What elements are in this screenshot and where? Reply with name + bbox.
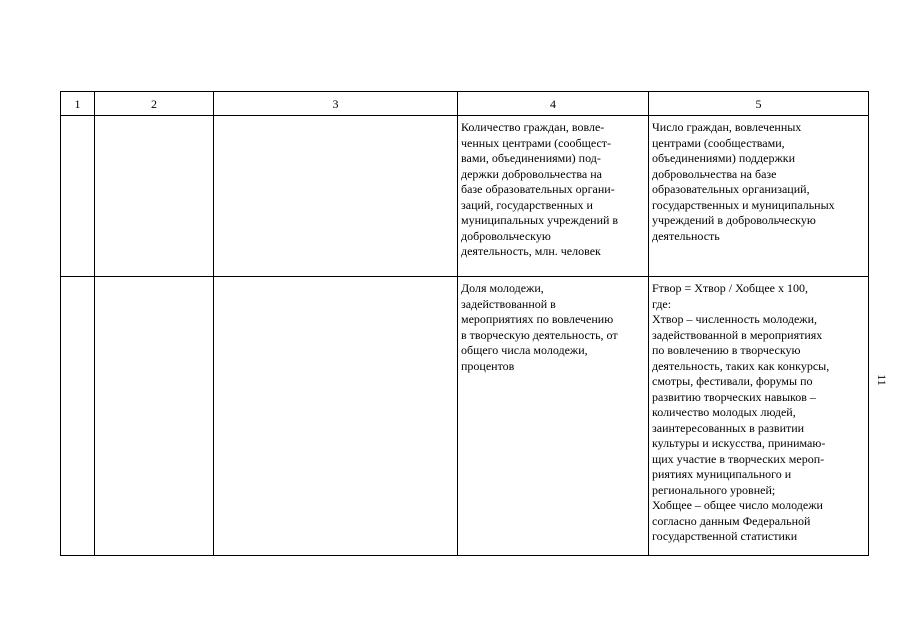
indicator-method-cell: Fтвор = Хтвор / Хобщее х 100, где: Хтвор – численность молодежи, задействованной в мероприятиях по вовлечению в творческую деятельность, таких как конкурсы, смотры, фестивали, форумы по развитию творческих навыков – количество молодых людей, заинтересованных в развитии культуры и искусства, принимаю- щих участие в творческих мероп- риятиях муниципального и регионального уровней; Хобщее – общее число молодежи согласно данным Федеральной государственной статистики [649, 277, 869, 556]
table-cell-col3 [214, 116, 458, 277]
indicator-table [60, 91, 869, 556]
table-cell-col3 [214, 277, 458, 556]
table-row [61, 277, 869, 556]
table-cell-col1 [61, 277, 95, 556]
indicator-name-cell: Количество граждан, вовле- ченных центрами (сообщест- вами, объединениями) под- держки добровольчества на базе образовательных органи- заций, государственных и муниципальных учреждений в добровольческую деятельность, млн. человек [458, 116, 649, 277]
indicator-name-cell: Доля молодежи, задействованной в мероприятиях по вовлечению в творческую деятельность, от общего числа молодежи, процентов [458, 277, 649, 556]
table-cell-col2 [95, 116, 214, 277]
table-header-row [61, 92, 869, 116]
table-cell-col2 [95, 277, 214, 556]
column-header-1: 1 [61, 92, 95, 116]
column-header-4: 4 [458, 92, 649, 116]
page-number: 11 [875, 374, 889, 386]
column-header-3: 3 [214, 92, 458, 116]
table-cell-col1 [61, 116, 95, 277]
table-row [61, 116, 869, 277]
indicator-method-cell: Число граждан, вовлеченных центрами (сообществами, объединениями) поддержки добровольчества на базе образовательных организаций, государственных и муниципальных учреждений в добровольческую деятельность [649, 116, 869, 277]
column-header-5: 5 [649, 92, 869, 116]
column-header-2: 2 [95, 92, 214, 116]
